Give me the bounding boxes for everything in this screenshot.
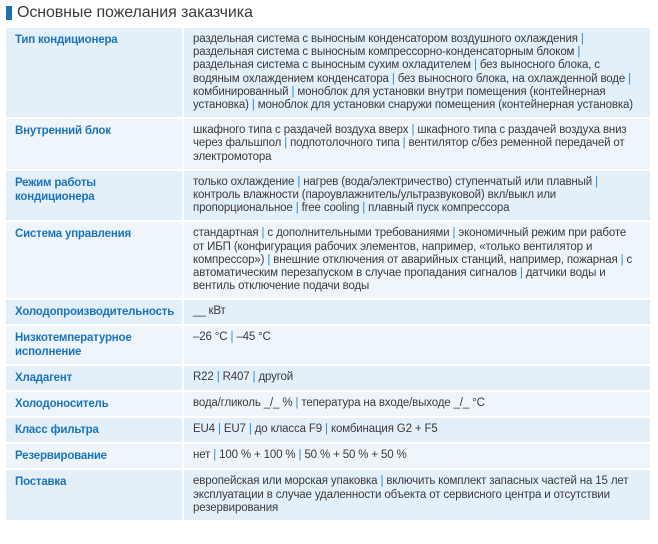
- option-separator: |: [452, 227, 456, 240]
- row-label: Поставка: [6, 470, 182, 520]
- section-title: Основные пожелания заказчика: [17, 4, 253, 21]
- option-separator: |: [213, 449, 217, 462]
- table-row: [6, 222, 650, 298]
- row-value: __ кВт: [184, 300, 650, 324]
- table-row: [6, 444, 650, 468]
- table-row: [6, 470, 650, 520]
- option-separator: |: [216, 371, 220, 384]
- row-value: EU4 | EU7 | до класса F9 | комбинация G2 + F5: [184, 418, 650, 442]
- row-value: нет | 100 % + 100 % | 50 % + 50 % + 50 %: [184, 444, 650, 468]
- table-row: [6, 366, 650, 390]
- row-label: Система управления: [6, 222, 182, 298]
- option-separator: |: [248, 423, 252, 436]
- option-separator: |: [297, 175, 301, 188]
- row-label: Резервирование: [6, 444, 182, 468]
- row-label: Класс фильтра: [6, 418, 182, 442]
- option-separator: |: [217, 423, 221, 436]
- option-separator: |: [391, 72, 395, 85]
- option-separator: |: [252, 371, 256, 384]
- option-separator: |: [402, 137, 406, 150]
- option-separator: |: [577, 46, 581, 59]
- table-row: [6, 326, 650, 364]
- row-label: Холодоноситель: [6, 392, 182, 416]
- requirements-table: [6, 28, 650, 520]
- option-separator: |: [251, 99, 255, 112]
- option-separator: |: [362, 202, 366, 215]
- option-separator: |: [411, 124, 415, 137]
- option-separator: |: [519, 267, 523, 280]
- option-separator: |: [295, 202, 299, 215]
- title-marker-icon: [6, 6, 12, 20]
- table-row: [6, 28, 650, 117]
- table-row: [6, 418, 650, 442]
- option-separator: |: [595, 175, 598, 188]
- option-separator: |: [380, 475, 384, 488]
- row-label: Хладагент: [6, 366, 182, 390]
- option-separator: |: [298, 449, 302, 462]
- table-row: [6, 171, 650, 221]
- row-value: стандартная | с дополнительными требованиями | экономичный режим при работе от ИБП (конфигурация рабочих элементов, например, «только вентилятор и компрессор») | внешние отключения от аварийных станций, например, пожарная | с автоматическим перезапуском в случае пропадания сигналов | датчики воды и вентиль отключение подачи воды: [184, 222, 650, 298]
- table-row: [6, 119, 650, 169]
- option-separator: |: [295, 397, 299, 410]
- option-separator: |: [284, 137, 288, 150]
- row-value: шкафного типа с раздачей воздуха вверх | шкафного типа с раздачей воздуха вниз через фальшпол | подпотолочного типа | вентилятор с/без ременной передачей от электромотора: [184, 119, 650, 169]
- row-label: Тип кондиционера: [6, 28, 182, 117]
- row-value: вода/гликоль _/_ % | тепература на входе/выходе _/_ °C: [184, 392, 650, 416]
- section-header: [6, 2, 253, 24]
- row-label: Режим работы кондиционера: [6, 171, 182, 221]
- option-separator: |: [325, 423, 328, 436]
- row-value: раздельная система с выносным конденсатором воздушного охлаждения | раздельная система с выносным компрессорно-конденсаторным блоком | раздельная система с выносным сухим охладителем | без выносного блока, с водяным охлаждением конденсатора | без выносного блока, на охлажденной воде | комбинированный | моноблок для установки внутри помещения (контейнерная установка) | моноблок для установки снаружи помещения (контейнерная установка): [184, 28, 650, 117]
- option-separator: |: [620, 253, 624, 266]
- option-separator: |: [628, 72, 631, 85]
- option-separator: |: [267, 253, 271, 266]
- option-separator: |: [580, 33, 584, 45]
- option-separator: |: [473, 59, 477, 72]
- row-label: Внутренний блок: [6, 119, 182, 169]
- row-label: Холодопроизводительность: [6, 300, 182, 324]
- row-value: европейская или морская упаковка | включить комплект запасных частей на 15 лет эксплуатации в случае удаленности объекта от сервисного центра и отсутствии резервирования: [184, 470, 650, 520]
- table-row: [6, 300, 650, 324]
- row-label: Низкотемпературное исполнение: [6, 326, 182, 364]
- row-value: только охлаждение | нагрев (вода/электричество) ступенчатый или плавный | контроль влажности (пароувлажнитель/ультразвуковой) вкл/выкл или пропорциональное | free cooling | плавный пуск компрессора: [184, 171, 650, 221]
- row-value: R22 | R407 | другой: [184, 366, 650, 390]
- row-value: –26 °C | –45 °C: [184, 326, 650, 364]
- option-separator: |: [230, 331, 234, 344]
- table-row: [6, 392, 650, 416]
- option-separator: |: [261, 227, 265, 240]
- option-separator: |: [291, 85, 295, 98]
